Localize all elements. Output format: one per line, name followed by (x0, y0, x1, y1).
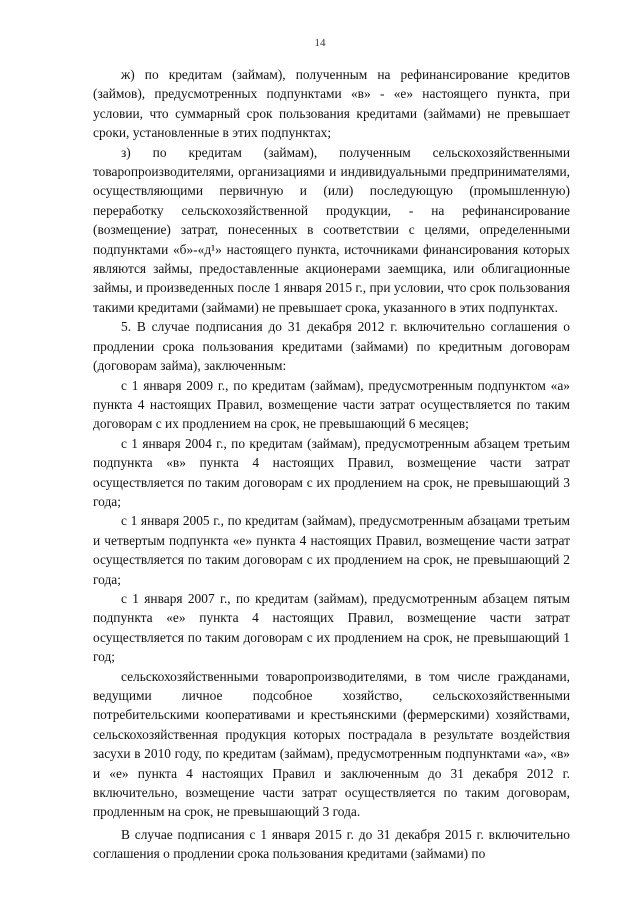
document-body (93, 65, 570, 864)
paragraph-2007: с 1 января 2007 г., по кредитам (займам), предусмотренным абзацем пятым подпункта «е» пункта 4 настоящих Правил, возмещение части затрат осуществляется по таким договорам с их продлением на срок, не превышающий 1 год; (93, 590, 570, 665)
paragraph-drought-2010: сельскохозяйственными товаропроизводителями, в том числе гражданами, ведущими личное подсобное хозяйство, сельскохозяйственными потребительскими кооперативами и крестьянскими (фермерскими) хозяйствами, сельскохозяйственная продукция которых пострадала в результате воздействия засухи в 2010 году, по кредитам (займам), предусмотренным подпунктами «а», «в» и «е» пункта 4 настоящих Правил и заключенным до 31 декабря 2012 г. включительно, возмещение части затрат осуществляется по таким договорам, продленным на срок, не превышающий 3 года. (93, 668, 570, 820)
page-number: 14 (314, 37, 326, 49)
paragraph-5-intro: 5. В случае подписания до 31 декабря 2012 г. включительно соглашения о продлении срока пользования кредитами (займами) по кредитным договорам (договорам займа), заключенным: (93, 319, 570, 374)
paragraph-2015: В случае подписания с 1 января 2015 г. до 31 декабря 2015 г. включительно соглашения о продлении срока пользования кредитами (займами) по (93, 826, 570, 862)
paragraph-z: з) по кредитам (займам), полученным сельскохозяйственными товаропроизводителями, организациями и индивидуальными предпринимателями, осуществляющими первичную и (или) последующую (промышленную) переработку сельскохозяйственной продукции, - на рефинансирование (возмещение) затрат, понесенных в соответствии с целями, определенными подпунктами «б»-«д¹» настоящего пункта, источниками финансирования которых являются займы, предоставленные акционерами заемщика, или облигационные займы, и произведенных после 1 января 2015 г., при условии, что срок пользования такими кредитами (займами) не превышает срока, указанного в этих подпунктах. (93, 144, 570, 315)
paragraph-2009: с 1 января 2009 г., по кредитам (займам), предусмотренным подпунктом «а» пункта 4 настоящих Правил, возмещение части затрат осуществляется по таким договорам с их продлением на срок, не превышающий 6 месяцев; (93, 377, 570, 432)
paragraph-2005: с 1 января 2005 г., по кредитам (займам), предусмотренным абзацами третьим и четвертым подпункта «е» пункта 4 настоящих Правил, возмещение части затрат осуществляется по таким договорам с их продлением на срок, не превышающий 2 года; (93, 513, 570, 587)
paragraph-2004: с 1 января 2004 г., по кредитам (займам), предусмотренным абзацем третьим подпункта «в» пункта 4 настоящих Правил, возмещение части затрат осуществляется по таким договорам с их продлением на срок, не превышающий 3 года; (93, 435, 570, 509)
paragraph-zh: ж) по кредитам (займам), полученным на рефинансирование кредитов (займов), предусмотренных подпунктами «в» - «е» настоящего пункта, при условии, что суммарный срок пользования кредитами (займами) не превышает сроки, установленные в этих подпунктах; (93, 67, 570, 141)
